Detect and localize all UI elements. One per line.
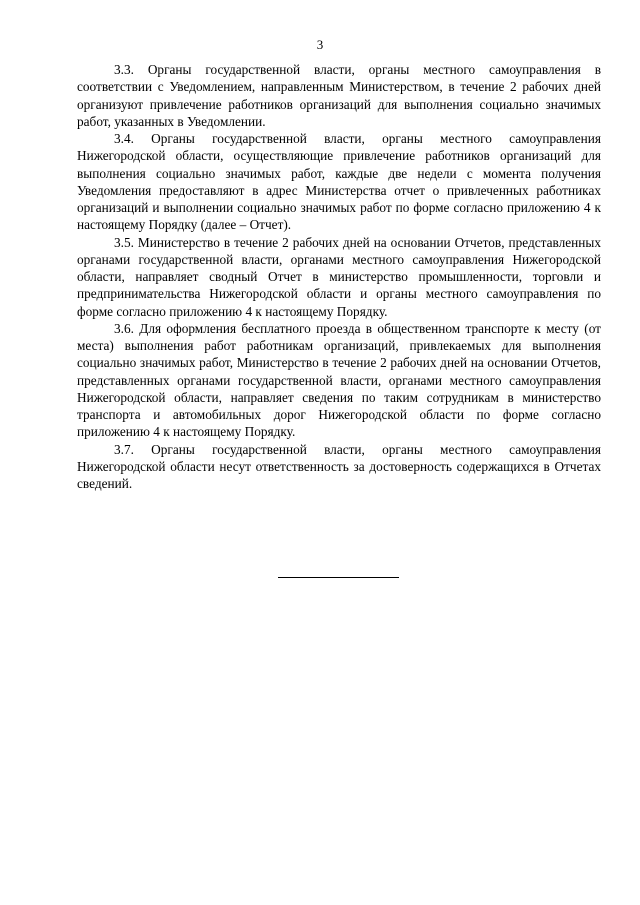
paragraph-3-4: 3.4. Органы государственной власти, органы местного самоуправления Нижегородской области, осуществляющие привлечение работников организаций для выполнения социально значимых работ, каждые две недели с момента получения Уведомления предоставляют в адрес Министерства отчет о привлеченных работниках организаций и выполнении социально значимых работ по форме согласно приложению 4 к настоящему Порядку (далее – Отчет).: [77, 131, 601, 233]
page-number: 3: [316, 37, 324, 52]
paragraph-3-7: 3.7. Органы государственной власти, органы местного самоуправления Нижегородской области несут ответственность за достоверность содержащихся в Отчетах сведений.: [77, 441, 601, 491]
document-body: [77, 61, 601, 492]
paragraph-3-3: 3.3. Органы государственной власти, органы местного самоуправления в соответствии с Уведомлением, направленным Министерством, в течение 2 рабочих дней организуют привлечение работников организаций для выполнения социально значимых работ, указанных в Уведомлении.: [77, 62, 601, 129]
paragraph-3-5: 3.5. Министерство в течение 2 рабочих дней на основании Отчетов, представленных органами государственной власти, органами местного самоуправления Нижегородской области, направляет сводный Отчет в министерство промышленности, торговли и предпринимательства Нижегородской области и органы местного самоуправления по форме согласно приложению 4 к настоящему Порядку.: [77, 234, 601, 319]
paragraph-3-6: 3.6. Для оформления бесплатного проезда в общественном транспорте к месту (от места) выполнения работ работникам организаций, привлекаемых для выполнения социально значимых работ, Министерство в течение 2 рабочих дней на основании Отчетов, представленных органами государственной власти, органами местного самоуправления Нижегородской области, направляет сведения по таким сотрудникам в министерство транспорта и автомобильных дорог Нижегородской области по форме согласно приложению 4 к настоящему Порядку.: [77, 320, 601, 440]
closing-divider: [278, 577, 399, 578]
